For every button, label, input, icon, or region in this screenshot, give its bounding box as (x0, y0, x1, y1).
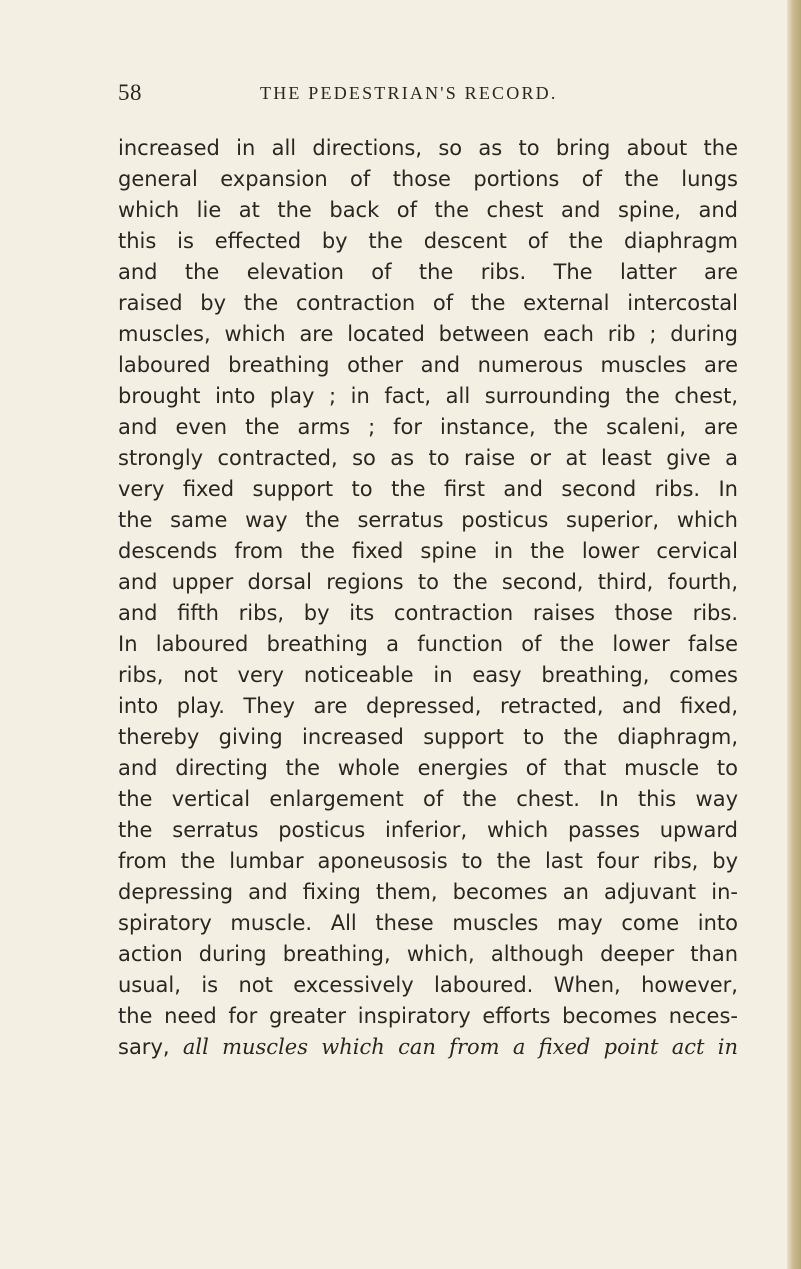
text-line: the need for greater inspiratory efforts becomes neces- (118, 1004, 738, 1028)
text-line: descends from the fixed spine in the lower cervical (118, 539, 738, 563)
page-edge-shadow (787, 0, 801, 1269)
text-line: the same way the serratus posticus superior, which (118, 508, 738, 532)
text-line: which lie at the back of the chest and spine, and (118, 198, 738, 222)
text-line: thereby giving increased support to the diaphragm, (118, 725, 738, 749)
last-line-prefix: sary, (118, 1035, 170, 1059)
text-line: and even the arms ; for instance, the scaleni, are (118, 415, 738, 439)
text-line: general expansion of those portions of the lungs (118, 167, 738, 191)
text-line: raised by the contraction of the external intercostal (118, 291, 738, 315)
text-line: the vertical enlargement of the chest. In this way (118, 787, 738, 811)
body-paragraph (118, 133, 738, 1063)
text-line: ribs, not very noticeable in easy breathing, comes (118, 663, 738, 687)
running-title: THE PEDESTRIAN'S RECORD. (260, 83, 558, 103)
text-line: action during breathing, which, although deeper than (118, 942, 738, 966)
text-line: and upper dorsal regions to the second, third, fourth, (118, 570, 738, 594)
text-line: spiratory muscle. All these muscles may come into (118, 911, 738, 935)
text-line: and the elevation of the ribs. The latter are (118, 260, 738, 284)
text-line: from the lumbar aponeusosis to the last four ribs, by (118, 849, 738, 873)
text-line: muscles, which are located between each rib ; during (118, 322, 738, 346)
text-line: brought into play ; in fact, all surrounding the chest, (118, 384, 738, 408)
page-number: 58 (118, 80, 142, 105)
page-header (118, 80, 738, 114)
text-line: and directing the whole energies of that muscle to (118, 756, 738, 780)
text-line: the serratus posticus inferior, which passes upward (118, 818, 738, 842)
text-line: laboured breathing other and numerous muscles are (118, 353, 738, 377)
text-line: this is effected by the descent of the diaphragm (118, 229, 738, 253)
text-line: into play. They are depressed, retracted, and fixed, (118, 694, 738, 718)
text-line: In laboured breathing a function of the lower false (118, 632, 738, 656)
italic-phrase: all muscles which can from a fixed point act in (182, 1035, 738, 1059)
text-line: usual, is not excessively laboured. When, however, (118, 973, 738, 997)
text-line: depressing and fixing them, becomes an adjuvant in- (118, 880, 738, 904)
text-line: increased in all directions, so as to bring about the (118, 136, 738, 160)
text-line: strongly contracted, so as to raise or at least give a (118, 446, 738, 470)
text-line-last (118, 1032, 738, 1063)
text-line: and fifth ribs, by its contraction raises those ribs. (118, 601, 738, 625)
text-line: very fixed support to the first and second ribs. In (118, 477, 738, 501)
